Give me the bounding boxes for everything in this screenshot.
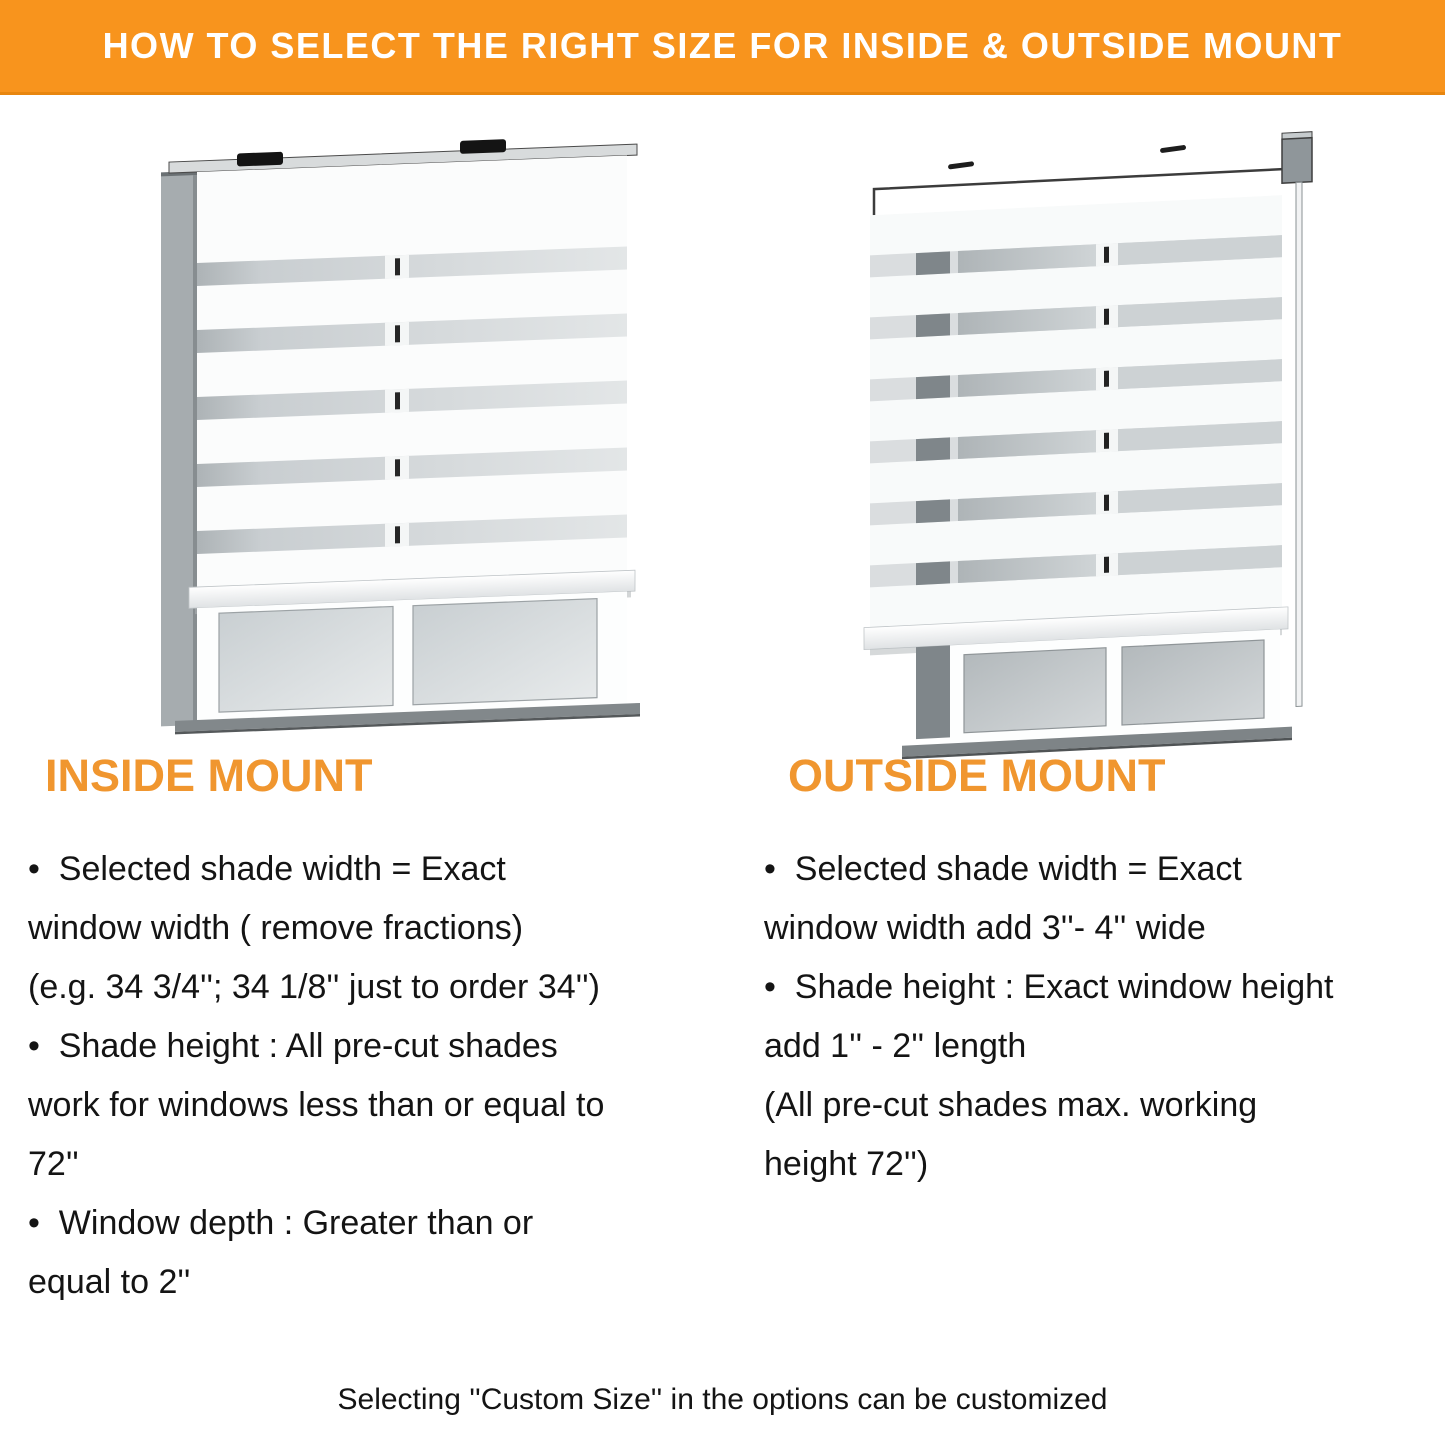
instruction-line: (e.g. 34 3/4''; 34 1/8'' just to order 34'') [28, 968, 600, 1006]
header-banner [0, 0, 1445, 95]
window-frame [161, 171, 201, 727]
instruction-line: (All pre-cut shades max. working [764, 1086, 1258, 1124]
instruction-line: • Shade height : All pre-cut shades [28, 1027, 558, 1065]
outside-mount-heading: OUTSIDE MOUNT [788, 750, 1166, 801]
side-rail [1296, 182, 1302, 706]
inside-mount-instructions [28, 840, 734, 1312]
instruction-line: • Selected shade width = Exact [28, 850, 506, 888]
instruction-line: window width ( remove fractions) [28, 909, 524, 947]
instruction-line: equal to 2'' [28, 1263, 191, 1301]
outside-mount-window-illustration [856, 126, 1331, 766]
instruction-line: 72'' [28, 1145, 79, 1183]
instruction-line: • Shade height : Exact window height [764, 968, 1334, 1006]
window-glass [197, 591, 627, 720]
zebra-shade [864, 195, 1288, 656]
wall-screw-icon [948, 145, 1186, 170]
instruction-line: • Selected shade width = Exact [764, 850, 1242, 888]
inside-mount-window-illustration [145, 135, 640, 735]
instruction-line: window width add 3''- 4'' wide [764, 909, 1206, 947]
instruction-line: height 72'') [764, 1145, 929, 1183]
outside-mount-instructions [764, 840, 1439, 1194]
footer-note: Selecting ''Custom Size'' in the options can be customized [337, 1383, 1108, 1416]
instruction-line: • Window depth : Greater than or [28, 1204, 534, 1242]
instruction-line: add 1'' - 2'' length [764, 1027, 1027, 1065]
zebra-shade [189, 155, 635, 614]
corner-bracket-icon [1282, 132, 1312, 183]
instruction-line: work for windows less than or equal to [28, 1086, 605, 1124]
banner-title: HOW TO SELECT THE RIGHT SIZE FOR INSIDE & OUTSIDE MOUNT [102, 25, 1343, 66]
inside-mount-heading: INSIDE MOUNT [45, 750, 373, 801]
